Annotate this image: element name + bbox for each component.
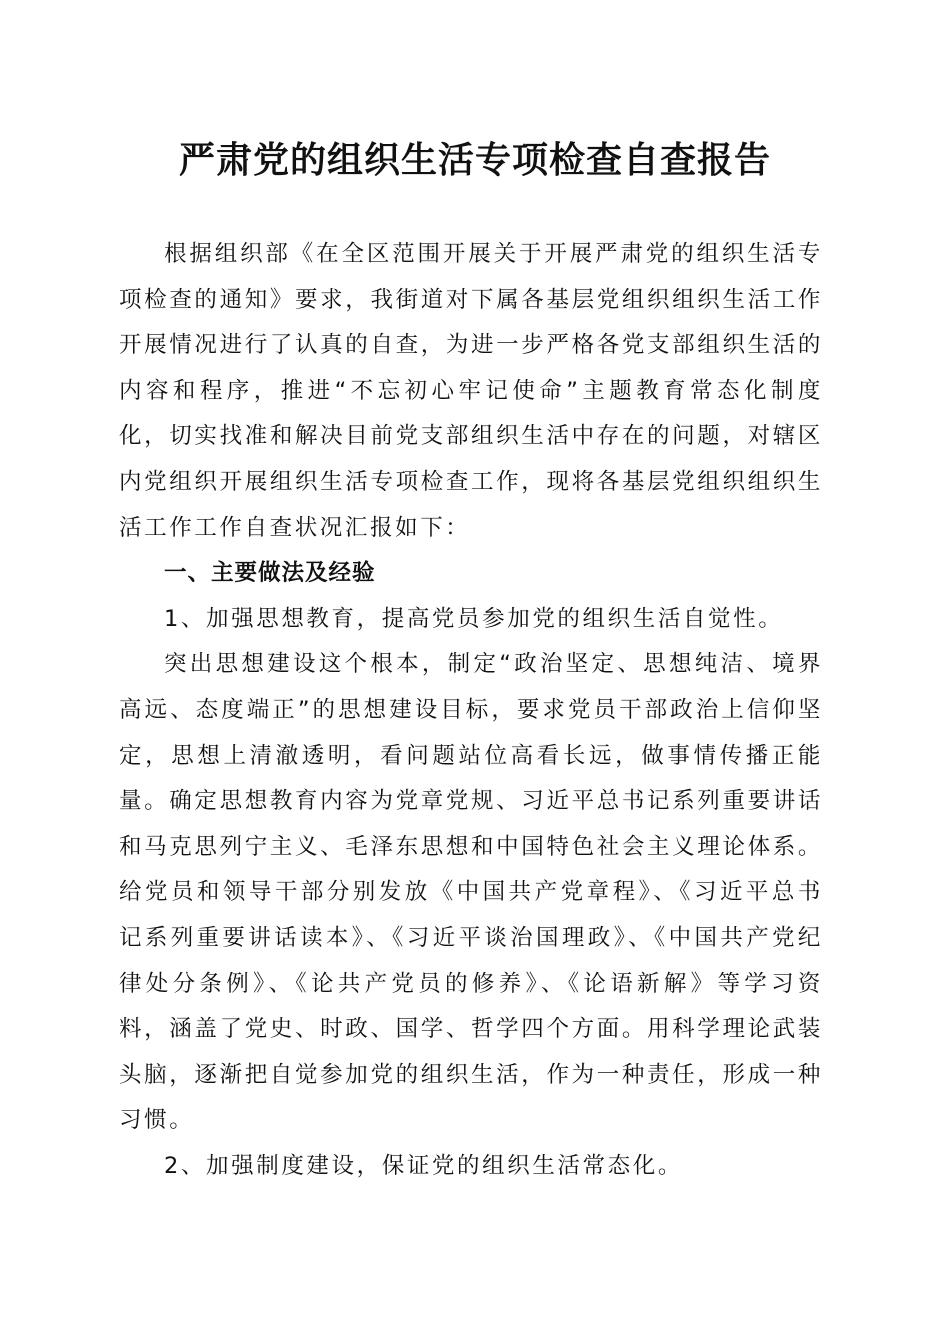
item-heading-system-building: 2、加强制度建设，保证党的组织生活常态化。 (164, 1152, 683, 1179)
ideological-education-paragraph: 突出思想建设这个根本，制定“政治坚定、思想纯洁、境界高远、态度端正”的思想建设目标，要求党员干部政治上信仰坚定，思想上清澈透明，看问题站位高看长远，做事情传播正能量。确定思想教育内容为党章党规、习近平总书记系列重要讲话和马克思列宁主义、毛泽东思想和中国特色社会主义理论体系。给党员和领导干部分别发放《中国共产党章程》、《习近平总书记系列重要讲话读本》、《习近平谈治国理政》、《中国共产党纪律处分条例》、《论共产党员的修养》、《论语新解》等学习资料，涵盖了党史、时政、国学、哲学四个方面。用科学理论武装头脑，逐渐把自觉参加党的组织生活，作为一种责任，形成一种习惯。 (119, 651, 823, 1134)
item-heading-ideological-education: 1、加强思想教育，提高党员参加党的组织生活自觉性。 (164, 605, 784, 632)
document-body (119, 232, 823, 1189)
document-title: 严肃党的组织生活专项检查自查报告 (178, 139, 771, 181)
intro-paragraph: 根据组织部《在全区范围开展关于开展严肃党的组织生活专项检查的通知》要求，我街道对下属各基层党组织组织生活工作开展情况进行了认真的自查，为进一步严格各党支部组织生活的内容和程序，推进“不忘初心牢记使命”主题教育常态化制度化，切实找准和解决目前党支部组织生活中存在的问题，对辖区内党组织开展组织生活专项检查工作，现将各基层党组织组织生活工作工作自查状况汇报如下： (119, 241, 823, 541)
section-heading-main-practices: 一、主要做法及经验 (164, 560, 376, 587)
